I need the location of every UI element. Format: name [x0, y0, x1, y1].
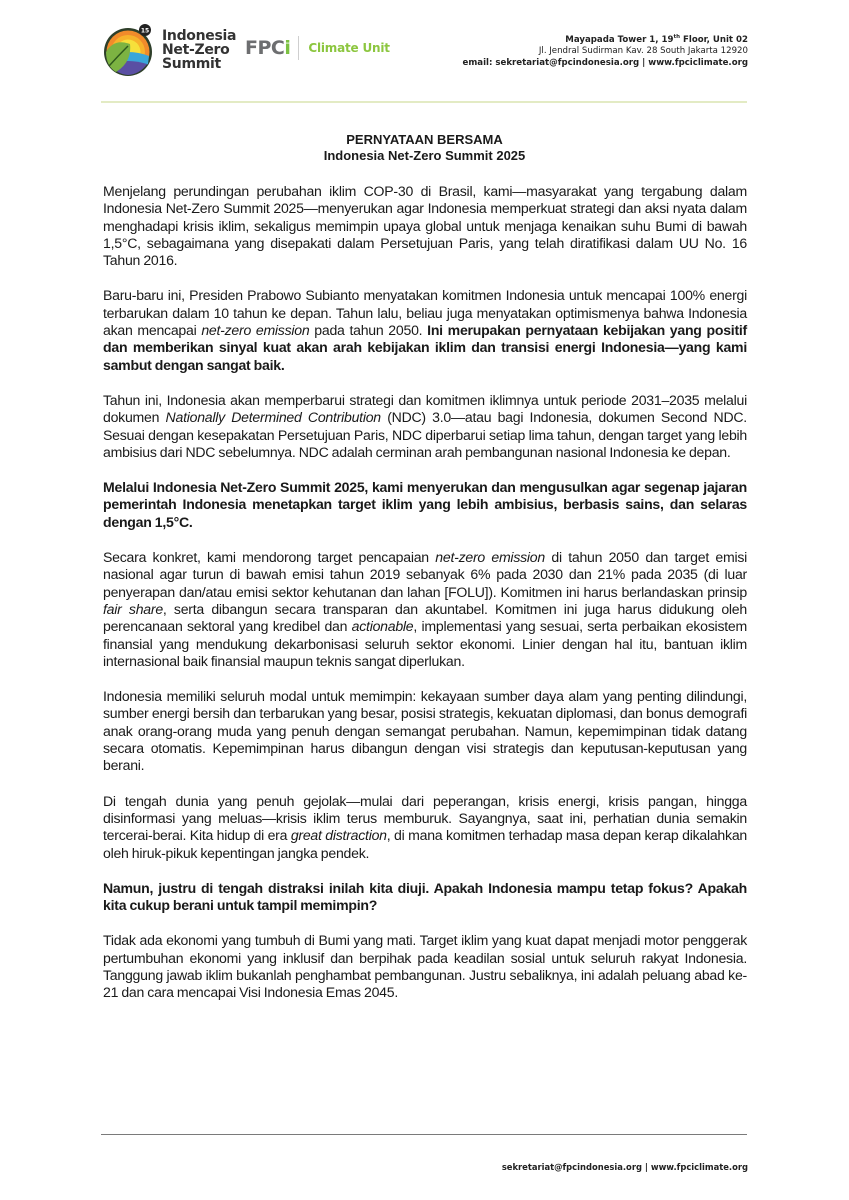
text-run: (NDC) 3.0—atau bagi Indonesia, dokumen Second NDC. Sesuai dengan kesepakatan Persetujuan Paris, NDC diperbarui setiap lima tahun, dengan target yang lebih ambisius dari NDC sebelumnya. NDC adalah cerminan arah pembangunan nasional Indonesia ke depan.: [103, 409, 747, 460]
bold-emphasis: Ini merupakan pernyataan kebijakan yang positif dan memberikan sinyal kuat akan arah kebijakan iklim dan transisi energi Indonesia—yang kami sambut dengan sangat baik.: [103, 322, 748, 373]
paragraph-1: Menjelang perundingan perubahan iklim COP-30 di Brasil, kami—masyarakat yang tergabung dalam Indonesia Net-Zero Summit 2025—menyerukan agar Indonesia memperkuat strategi dan aksi nyata dalam menghadapi krisis iklim, sekaligus memimpin upaya global untuk menjaga kenaikan suhu Bumi di bawah 1,5°C, sebagaimana yang disepakati dalam Persetujuan Paris, yang telah diratifikasi dalam UU No. 16 Tahun 2016.: [103, 183, 747, 269]
text-run: Baru-baru ini, Presiden Prabowo Subianto menyatakan komitmen Indonesia untuk mencapai 100% energi terbarukan dalam 10 tahun ke depan. Tahun lalu, beliau juga menyatakan optimismenya bahwa Indonesia akan mencapai: [103, 287, 747, 339]
text-run: di tahun 2050 dan target emisi nasional agar turun di bawah emisi tahun 2019 sebanyak 6% pada 2030 dan 21% pada 2035 (di luar penyerapan dan/atau emisi sektor kehutanan dan lahan [FOLU]). Komitmen ini harus berlandaskan prinsip: [103, 549, 748, 600]
address-floor: Floor, Unit 02: [680, 34, 748, 45]
text-run: Secara konkret, kami mendorong target pencapaian: [103, 549, 436, 566]
paragraph-5: [103, 549, 747, 670]
fpci-climate-unit-logo: [245, 36, 390, 60]
title-line-1: PERNYATAAN BERSAMA: [346, 132, 503, 147]
header-divider: [101, 101, 747, 103]
fpci-wordmark: [245, 37, 290, 59]
address-line-2: Jl. Jendral Sudirman Kav. 28 South Jakarta 12920: [538, 46, 748, 57]
paragraph-7: [103, 793, 747, 862]
ordinal-suffix: th: [673, 34, 681, 40]
climate-unit-label: Climate Unit: [308, 41, 390, 55]
italic-term: great distraction: [290, 827, 387, 844]
address-building: Mayapada Tower 1, 19: [565, 34, 674, 45]
italic-term: net-zero emission: [435, 549, 545, 566]
italic-term: Nationally Determined Contribution: [165, 409, 381, 426]
text-run: , di mana komitmen terhadap masa depan kerap dikalahkan oleh hiruk-pikuk kepentingan jangka pendek.: [103, 827, 747, 861]
letterhead: [0, 0, 849, 100]
title-line-2: Indonesia Net-Zero Summit 2025: [323, 148, 526, 163]
document-title: [0, 132, 849, 164]
paragraph-9: Tidak ada ekonomi yang tumbuh di Bumi yang mati. Target iklim yang kuat dapat menjadi motor penggerak pertumbuhan ekonomi yang inklusif dan berpihak pada keadilan sosial untuk seluruh rakyat Indonesia. Tanggung jawab iklim bukanlah penghambat pembangunan. Justru sebaliknya, ini adalah peluang abad ke-21 dan cara mencapai Visi Indonesia Emas 2045.: [103, 932, 747, 1001]
logo-divider: [298, 36, 299, 60]
statement-body: [103, 183, 747, 1020]
italic-term: actionable: [351, 618, 414, 635]
summit-wordmark-line1: Indonesia: [162, 28, 237, 44]
fpci-accent-letter: i: [284, 37, 291, 59]
address-line-1: [462, 32, 748, 46]
fpci-letters: FPC: [245, 37, 285, 59]
paragraph-4-call-to-action: Melalui Indonesia Net-Zero Summit 2025, kami menyerukan dan mengusulkan agar segenap jajaran pemerintah Indonesia menetapkan target iklim yang lebih ambisius, berbasis sains, dan selaras dengan 1,5°C.: [103, 479, 747, 530]
text-run: , serta dibangun secara transparan dan akuntabel. Komitmen ini juga harus didukung oleh perencanaan sektoral yang kredibel dan: [103, 600, 747, 635]
text-run: Di tengah dunia yang penuh gejolak—mulai dari peperangan, krisis energi, krisis pangan, hingga disinformasi yang meluas—krisis iklim terus memburuk. Sayangnya, saat ini, perhatian dunia semakin tercerai-berai. Kita hidup di era: [103, 792, 747, 844]
paragraph-3: [103, 392, 747, 461]
summit-emblem-icon: [100, 22, 156, 78]
indonesia-net-zero-summit-logo: [100, 22, 236, 78]
summit-wordmark: [162, 29, 236, 71]
paragraph-2: [103, 287, 747, 373]
text-run: Tahun ini, Indonesia akan memperbarui strategi dan komitmen iklimnya untuk periode 2031–2035 melalui dokumen: [103, 391, 747, 426]
footer-contact: sekretariat@fpcindonesia.org | www.fpciclimate.org: [501, 1162, 748, 1172]
paragraph-8-question: Namun, justru di tengah distraksi inilah kita diuji. Apakah Indonesia mampu tetap fokus? Apakah kita cukup berani untuk tampil memimpin?: [103, 879, 747, 914]
address-contact-line: email: sekretariat@fpcindonesia.org | www.fpciclimate.org: [462, 57, 748, 68]
text-run: , implementasi yang sesuai, serta perbaikan ekosistem finansial yang mendukung dekarbonisasi seluruh sektor ekonomi. Linier dengan hal itu, bantuan iklim internasional baik finansial maupun teknis sangat diperlukan.: [103, 618, 747, 669]
svg-text:15: 15: [140, 27, 150, 35]
organization-address: [462, 32, 748, 69]
footer-divider: [101, 1134, 747, 1135]
italic-term: fair share: [103, 600, 163, 617]
summit-wordmark-line2: Net-Zero: [162, 42, 230, 58]
summit-wordmark-line3: Summit: [162, 56, 221, 72]
italic-term: net-zero emission: [201, 322, 310, 339]
paragraph-6: Indonesia memiliki seluruh modal untuk memimpin: kekayaan sumber daya alam yang penting dilindungi, sumber energi bersih dan terbarukan yang besar, posisi strategis, kekuatan diplomasi, dan bonus demografi anak orang-orang muda yang penuh dengan semangat perubahan. Namun, kepemimpinan tidak datang secara otomatis. Kepemimpinan harus dibangun dengan visi strategis dan keputusan-keputusan yang berani.: [103, 688, 747, 774]
text-run: pada tahun 2050.: [309, 322, 428, 339]
